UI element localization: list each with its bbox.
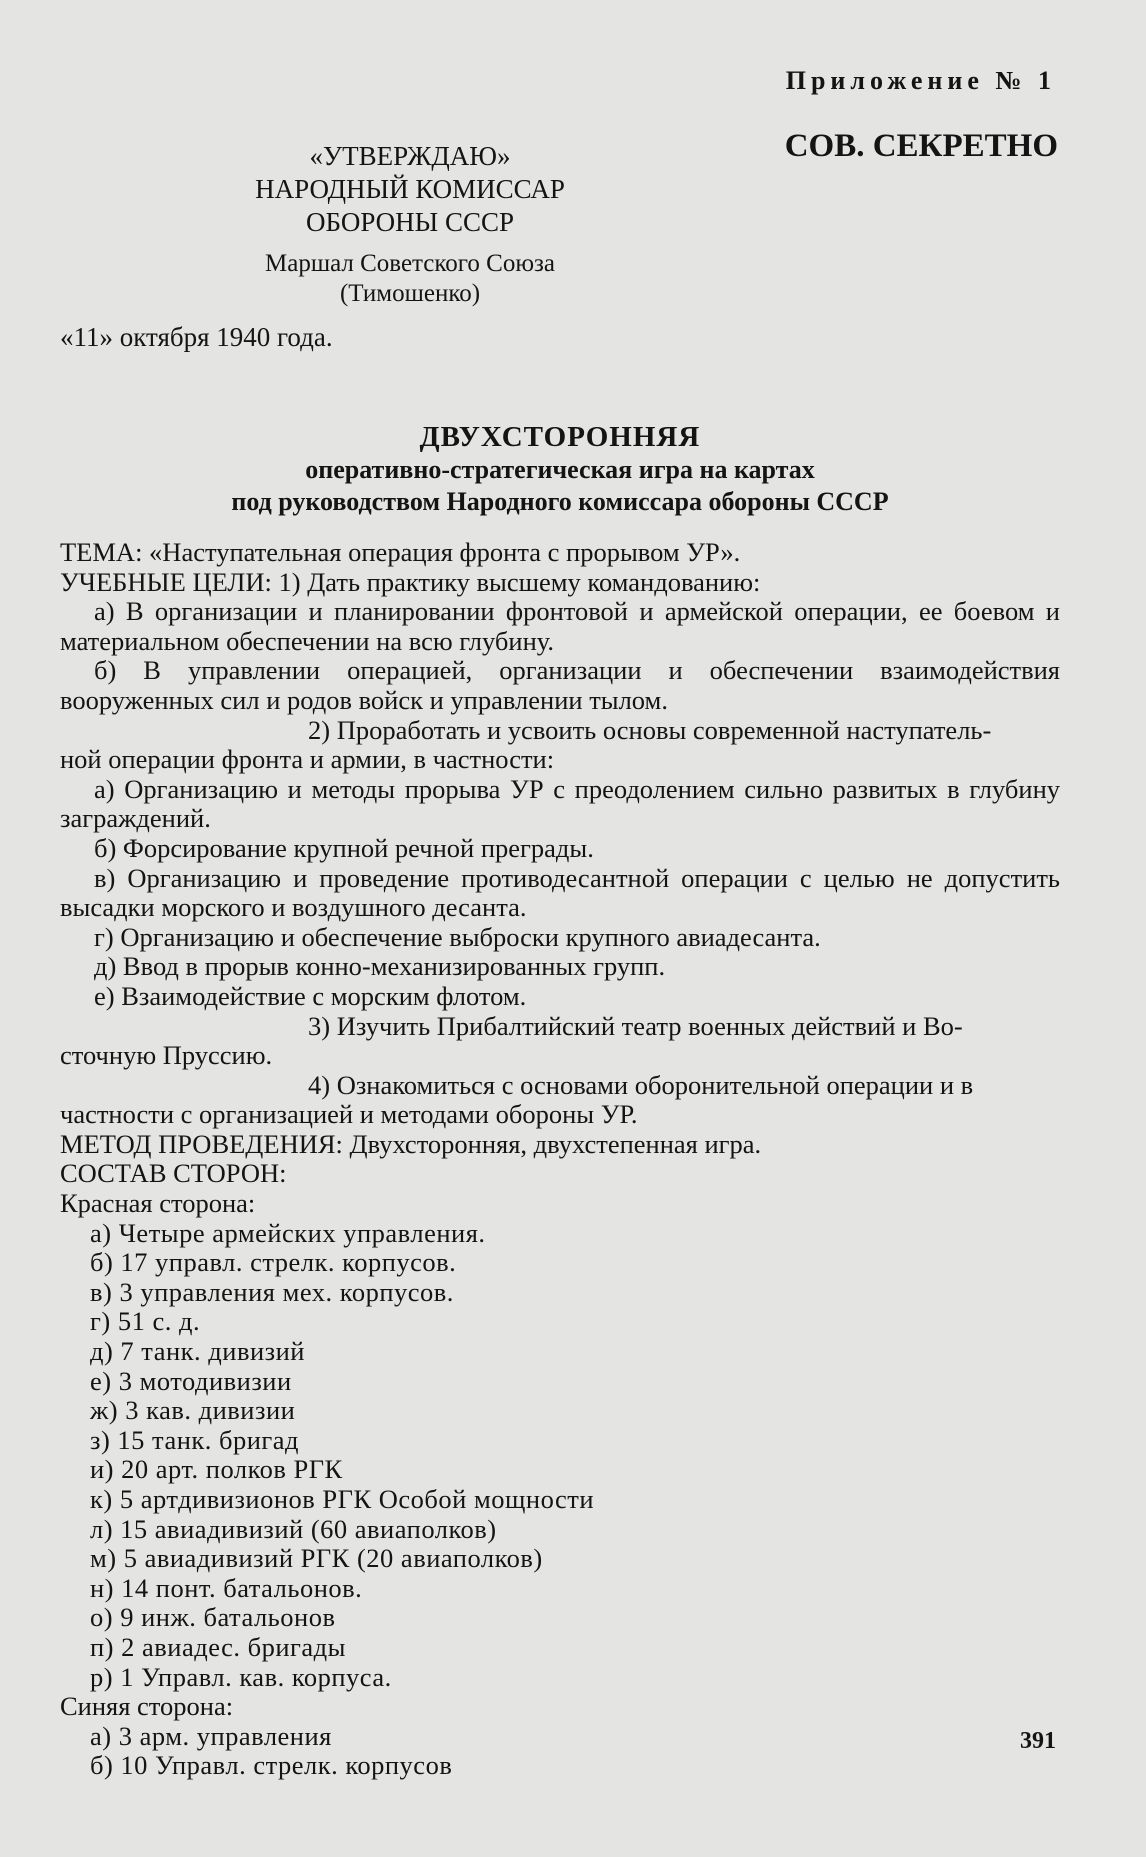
document-date: «11» октября 1940 года.	[60, 322, 333, 352]
blue-side-heading: Синяя сторона:	[60, 1691, 234, 1722]
goal-2e: д) Ввод в прорыв конно-механизированных групп.	[94, 951, 666, 982]
title-subtitle-2: под руководством Народного комиссара обороны СССР	[231, 487, 889, 516]
method-line: МЕТОД ПРОВЕДЕНИЯ: Двухсторонняя, двухстепенная игра.	[60, 1128, 762, 1159]
approval-rank: Маршал Советского Союза	[265, 250, 555, 277]
goal-2-intro-b: ной операции фронта и армии, в частности:	[60, 744, 555, 775]
list-item: б) 17 управл. стрелк. корпусов.	[90, 1247, 457, 1278]
approval-line-1: «УТВЕРЖДАЮ»	[309, 141, 511, 171]
list-item: б) 10 Управл. стрелк. корпусов	[90, 1750, 453, 1781]
goal-4a: 4) Ознакомиться с основами оборонительной операции и в	[308, 1069, 974, 1100]
goal-2d: г) Организацию и обеспечение выброски крупного авиадесанта.	[94, 921, 821, 952]
list-item: и) 20 арт. полков РГК	[90, 1454, 343, 1485]
goal-3b: сточную Пруссию.	[60, 1040, 273, 1071]
goals-intro: УЧЕБНЫЕ ЦЕЛИ: 1) Дать практику высшему командованию:	[60, 566, 761, 597]
approval-line-3: ОБОРОНЫ СССР	[306, 207, 514, 237]
list-item: м) 5 авиадивизий РГК (20 авиаполков)	[90, 1543, 543, 1574]
goal-3a: 3) Изучить Прибалтийский театр военных действий и Во-	[308, 1010, 963, 1041]
goal-1b: б) В управлении операцией, организации и обеспечении взаимодействия вооруженных сил и родов войск и управлении тылом.	[60, 655, 1060, 715]
title-subtitle-1: оперативно-стратегическая игра на картах	[305, 455, 815, 484]
red-side-heading: Красная сторона:	[60, 1188, 256, 1219]
list-item: о) 9 инж. батальонов	[90, 1602, 336, 1633]
title-main: ДВУХСТОРОННЯЯ	[419, 421, 701, 453]
list-item: д) 7 танк. дивизий	[90, 1336, 305, 1367]
approval-line-2: НАРОДНЫЙ КОМИССАР	[255, 174, 565, 204]
list-item: в) 3 управления мех. корпусов.	[90, 1276, 454, 1307]
classification-label: СОВ. СЕКРЕТНО	[784, 128, 1058, 164]
list-item: з) 15 танк. бригад	[90, 1424, 300, 1455]
list-item: л) 15 авиадивизий (60 авиаполков)	[90, 1513, 497, 1544]
goal-2c: в) Организацию и проведение противодесантной операции с целью не допустить высадки морского и воздушного десанта.	[60, 862, 1060, 923]
goal-4b: частности с организацией и методами обороны УР.	[60, 1099, 638, 1130]
list-item: а) Четыре армейских управления.	[90, 1217, 486, 1248]
list-item: к) 5 артдивизионов РГК Особой мощности	[90, 1484, 595, 1514]
list-item: р) 1 Управл. кав. корпуса.	[90, 1661, 392, 1692]
list-item: е) 3 мотодивизии	[90, 1365, 292, 1396]
list-item: п) 2 авиадес. бригады	[90, 1631, 346, 1662]
goal-2b: б) Форсирование крупной речной преграды.	[94, 832, 594, 863]
goal-1a: а) В организации и планировании фронтовой и армейской операции, ее боевом и материальном обеспечении на всю глубину.	[60, 596, 1060, 656]
list-item: г) 51 с. д.	[90, 1306, 201, 1337]
theme-line: ТЕМА: «Наступательная операция фронта с прорывом УР».	[60, 537, 741, 567]
list-item: а) 3 арм. управления	[90, 1720, 332, 1751]
blue-side-list	[60, 1722, 1060, 1781]
goal-2f: е) Взаимодействие с морским флотом.	[94, 980, 527, 1011]
page-number: 391	[1020, 1728, 1056, 1754]
approval-name: (Тимошенко)	[339, 280, 481, 307]
list-item: н) 14 понт. батальонов.	[90, 1572, 363, 1603]
approval-block	[200, 140, 620, 309]
goal-2a: а) Организацию и методы прорыва УР с преодолением сильно развитых в глубину заграждений.	[60, 773, 1060, 834]
appendix-label: Приложение № 1	[785, 66, 1056, 95]
document-body	[60, 538, 1060, 1781]
red-side-list	[60, 1219, 1060, 1693]
list-item: ж) 3 кав. дивизии	[90, 1395, 296, 1426]
goal-2-intro-a: 2) Проработать и усвоить основы современной наступатель-	[308, 714, 992, 745]
composition-heading: СОСТАВ СТОРОН:	[60, 1158, 287, 1189]
document-title	[200, 420, 920, 518]
